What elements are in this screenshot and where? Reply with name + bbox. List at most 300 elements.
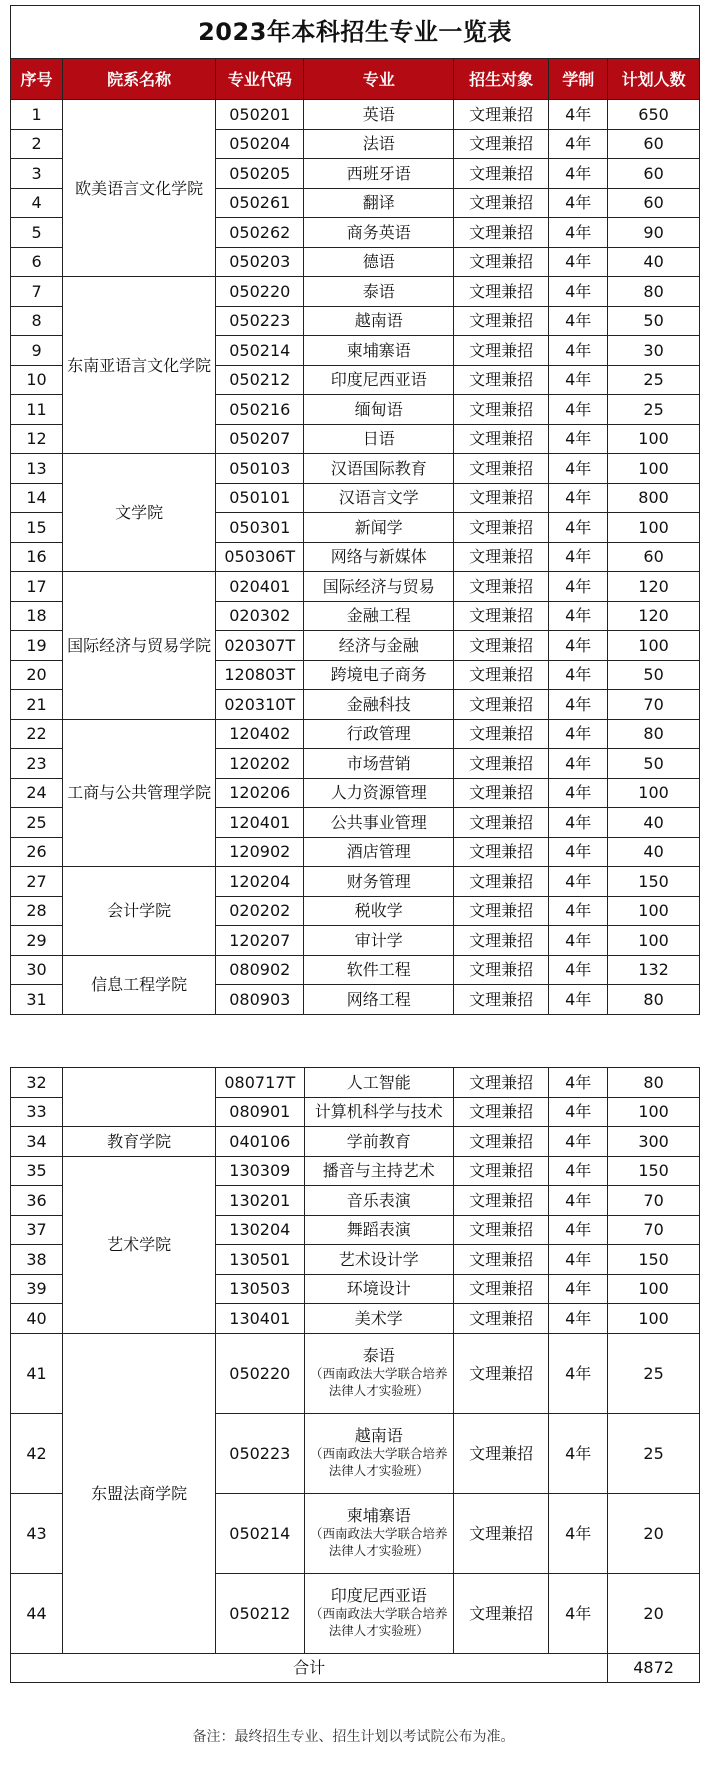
major-title: 印度尼西亚语: [330, 1586, 427, 1605]
planned-count: 90: [608, 218, 700, 248]
planned-count: 80: [608, 719, 700, 749]
major-name: 金融工程: [304, 601, 454, 631]
row-number: 14: [11, 483, 63, 513]
row-number: 24: [11, 778, 63, 808]
row-number: 13: [11, 454, 63, 484]
study-years: 4年: [549, 1097, 608, 1127]
enrollment-target: 文理兼招: [454, 1333, 549, 1413]
major-name: 网络与新媒体: [304, 542, 454, 572]
study-years: 4年: [549, 306, 608, 336]
study-years: 4年: [549, 100, 608, 130]
planned-count: 800: [608, 483, 700, 513]
header-major: 专业: [304, 59, 454, 100]
major-name: 西班牙语: [304, 159, 454, 189]
major-name: 经济与金融: [304, 631, 454, 661]
study-years: 4年: [549, 424, 608, 454]
enrollment-target: 文理兼招: [454, 1573, 549, 1653]
table-row: [11, 454, 700, 484]
department-name: 东盟法商学院: [63, 1333, 216, 1653]
major-code: 050204: [216, 129, 304, 159]
major-code: 120902: [216, 837, 304, 867]
row-number: 11: [11, 395, 63, 425]
row-number: 29: [11, 926, 63, 956]
enrollment-target: 文理兼招: [454, 985, 549, 1015]
major-name: 网络工程: [304, 985, 454, 1015]
planned-count: 120: [608, 572, 700, 602]
department-name: 文学院: [63, 454, 216, 572]
enrollment-target: 文理兼招: [454, 572, 549, 602]
major-name: 行政管理: [304, 719, 454, 749]
major-code: 050214: [216, 336, 304, 366]
total-row: [11, 1653, 700, 1682]
major-name: 国际经济与贸易: [304, 572, 454, 602]
enrollment-target: 文理兼招: [454, 1186, 549, 1216]
major-name: 法语: [304, 129, 454, 159]
major-name: 财务管理: [304, 867, 454, 897]
major-code: 020202: [216, 896, 304, 926]
major-code: 050223: [216, 1413, 304, 1493]
major-name: 越南语: [304, 306, 454, 336]
enrollment-table-part2: [10, 1067, 700, 1683]
planned-count: 60: [608, 159, 700, 189]
study-years: 4年: [549, 188, 608, 218]
major-title: 越南语: [354, 1426, 403, 1445]
study-years: 4年: [549, 1333, 608, 1413]
enrollment-target: 文理兼招: [454, 159, 549, 189]
study-years: 4年: [549, 1413, 608, 1493]
row-number: 27: [11, 867, 63, 897]
enrollment-target: 文理兼招: [454, 247, 549, 277]
planned-count: 50: [608, 660, 700, 690]
major-name: 美术学: [304, 1304, 454, 1334]
major-code: 120204: [216, 867, 304, 897]
enrollment-target: 文理兼招: [454, 1493, 549, 1573]
study-years: 4年: [549, 955, 608, 985]
row-number: 15: [11, 513, 63, 543]
table-row: [11, 1156, 700, 1186]
major-name: 环境设计: [304, 1274, 454, 1304]
study-years: 4年: [549, 454, 608, 484]
major-code: 050214: [216, 1493, 304, 1573]
study-years: 4年: [549, 1304, 608, 1334]
major-name: 播音与主持艺术: [304, 1156, 454, 1186]
enrollment-target: 文理兼招: [454, 1413, 549, 1493]
row-number: 42: [11, 1413, 63, 1493]
major-code: 080717T: [216, 1068, 304, 1098]
enrollment-target: 文理兼招: [454, 129, 549, 159]
row-number: 25: [11, 808, 63, 838]
row-number: 30: [11, 955, 63, 985]
planned-count: 120: [608, 601, 700, 631]
row-number: 6: [11, 247, 63, 277]
study-years: 4年: [549, 395, 608, 425]
planned-count: 70: [608, 1215, 700, 1245]
planned-count: 50: [608, 306, 700, 336]
study-years: 4年: [549, 601, 608, 631]
study-years: 4年: [549, 749, 608, 779]
department-name: 欧美语言文化学院: [63, 100, 216, 277]
enrollment-target: 文理兼招: [454, 395, 549, 425]
major-name: [304, 1333, 454, 1413]
major-code: 020310T: [216, 690, 304, 720]
department-name: 会计学院: [63, 867, 216, 956]
study-years: 4年: [549, 1274, 608, 1304]
row-number: 8: [11, 306, 63, 336]
study-years: 4年: [549, 778, 608, 808]
study-years: 4年: [549, 365, 608, 395]
major-code: 050262: [216, 218, 304, 248]
study-years: 4年: [549, 1156, 608, 1186]
planned-count: 60: [608, 542, 700, 572]
planned-count: 150: [608, 867, 700, 897]
planned-count: 650: [608, 100, 700, 130]
study-years: 4年: [549, 1186, 608, 1216]
study-years: 4年: [549, 277, 608, 307]
major-code: 130501: [216, 1245, 304, 1275]
row-number: 40: [11, 1304, 63, 1334]
major-name: 跨境电子商务: [304, 660, 454, 690]
enrollment-target: 文理兼招: [454, 336, 549, 366]
enrollment-target: 文理兼招: [454, 1127, 549, 1157]
major-name: 舞蹈表演: [304, 1215, 454, 1245]
planned-count: 80: [608, 1068, 700, 1098]
enrollment-target: 文理兼招: [454, 218, 549, 248]
major-code: 130309: [216, 1156, 304, 1186]
major-code: 050207: [216, 424, 304, 454]
remark-note: 备注：最终招生专业、招生计划以考试院公布为准。: [192, 1729, 515, 1745]
major-name: [304, 1573, 454, 1653]
enrollment-target: 文理兼招: [454, 1245, 549, 1275]
major-code: 050261: [216, 188, 304, 218]
enrollment-target: 文理兼招: [454, 719, 549, 749]
major-code: 050220: [216, 1333, 304, 1413]
row-number: 7: [11, 277, 63, 307]
enrollment-target: 文理兼招: [454, 454, 549, 484]
major-code: 050203: [216, 247, 304, 277]
row-number: 41: [11, 1333, 63, 1413]
study-years: 4年: [549, 867, 608, 897]
row-number: 10: [11, 365, 63, 395]
major-note: （西南政法大学联合培养法律人才实验班）: [310, 1526, 448, 1558]
enrollment-target: 文理兼招: [454, 1274, 549, 1304]
table-row: [11, 867, 700, 897]
major-name: 市场营销: [304, 749, 454, 779]
major-name: 汉语言文学: [304, 483, 454, 513]
department-name: 工商与公共管理学院: [63, 719, 216, 867]
major-name: [304, 1493, 454, 1573]
table-row: [11, 1333, 700, 1413]
study-years: 4年: [549, 218, 608, 248]
row-number: 23: [11, 749, 63, 779]
planned-count: 20: [608, 1493, 700, 1573]
header-row: [11, 59, 700, 100]
row-number: 4: [11, 188, 63, 218]
enrollment-target: 文理兼招: [454, 601, 549, 631]
enrollment-target: 文理兼招: [454, 277, 549, 307]
header-plan: 计划人数: [608, 59, 700, 100]
major-name: 酒店管理: [304, 837, 454, 867]
planned-count: 100: [608, 1097, 700, 1127]
table-row: [11, 719, 700, 749]
major-note: （西南政法大学联合培养法律人才实验班）: [310, 1446, 448, 1478]
major-code: 120402: [216, 719, 304, 749]
department-name: 信息工程学院: [63, 955, 216, 1014]
enrollment-target: 文理兼招: [454, 306, 549, 336]
enrollment-target: 文理兼招: [454, 1068, 549, 1098]
major-name: 柬埔寨语: [304, 336, 454, 366]
study-years: 4年: [549, 1245, 608, 1275]
study-years: 4年: [549, 896, 608, 926]
major-code: 050212: [216, 1573, 304, 1653]
header-no: 序号: [11, 59, 63, 100]
row-number: 43: [11, 1493, 63, 1573]
major-name: 税收学: [304, 896, 454, 926]
enrollment-table-part1: [10, 5, 700, 1015]
major-title: 柬埔寨语: [346, 1506, 411, 1525]
enrollment-target: 文理兼招: [454, 896, 549, 926]
major-name: 金融科技: [304, 690, 454, 720]
major-name: 泰语: [304, 277, 454, 307]
planned-count: 40: [608, 837, 700, 867]
row-number: 21: [11, 690, 63, 720]
planned-count: 25: [608, 1333, 700, 1413]
enrollment-target: 文理兼招: [454, 926, 549, 956]
planned-count: 40: [608, 247, 700, 277]
major-code: 020302: [216, 601, 304, 631]
major-code: 020307T: [216, 631, 304, 661]
major-name: 英语: [304, 100, 454, 130]
enrollment-target: 文理兼招: [454, 424, 549, 454]
planned-count: 25: [608, 1413, 700, 1493]
major-code: 050216: [216, 395, 304, 425]
study-years: 4年: [549, 926, 608, 956]
major-name: 人工智能: [304, 1068, 454, 1098]
enrollment-target: 文理兼招: [454, 513, 549, 543]
enrollment-target: 文理兼招: [454, 690, 549, 720]
study-years: 4年: [549, 985, 608, 1015]
row-number: 28: [11, 896, 63, 926]
major-code: 130201: [216, 1186, 304, 1216]
study-years: 4年: [549, 513, 608, 543]
planned-count: 60: [608, 188, 700, 218]
row-number: 35: [11, 1156, 63, 1186]
department-name: 教育学院: [63, 1127, 216, 1157]
major-code: 050306T: [216, 542, 304, 572]
major-code: 050212: [216, 365, 304, 395]
planned-count: 60: [608, 129, 700, 159]
enrollment-target: 文理兼招: [454, 631, 549, 661]
major-code: 130204: [216, 1215, 304, 1245]
row-number: 38: [11, 1245, 63, 1275]
major-name: 公共事业管理: [304, 808, 454, 838]
planned-count: 70: [608, 690, 700, 720]
major-name: 学前教育: [304, 1127, 454, 1157]
major-code: 080901: [216, 1097, 304, 1127]
enrollment-target: 文理兼招: [454, 660, 549, 690]
major-note: （西南政法大学联合培养法律人才实验班）: [310, 1606, 448, 1638]
enrollment-target: 文理兼招: [454, 365, 549, 395]
row-number: 3: [11, 159, 63, 189]
major-code: 050301: [216, 513, 304, 543]
table-row: [11, 955, 700, 985]
header-dept: 院系名称: [63, 59, 216, 100]
planned-count: 150: [608, 1245, 700, 1275]
major-name: 艺术设计学: [304, 1245, 454, 1275]
table-row: [11, 1127, 700, 1157]
major-name: 印度尼西亚语: [304, 365, 454, 395]
enrollment-target: 文理兼招: [454, 1156, 549, 1186]
row-number: 1: [11, 100, 63, 130]
planned-count: 40: [608, 808, 700, 838]
enrollment-target: 文理兼招: [454, 100, 549, 130]
enrollment-target: 文理兼招: [454, 837, 549, 867]
planned-count: 20: [608, 1573, 700, 1653]
row-number: 18: [11, 601, 63, 631]
major-code: 120202: [216, 749, 304, 779]
enrollment-target: 文理兼招: [454, 749, 549, 779]
major-name: 音乐表演: [304, 1186, 454, 1216]
header-code: 专业代码: [216, 59, 304, 100]
study-years: 4年: [549, 483, 608, 513]
major-note: （西南政法大学联合培养法律人才实验班）: [310, 1366, 448, 1398]
enrollment-target: 文理兼招: [454, 483, 549, 513]
major-code: 050220: [216, 277, 304, 307]
study-years: 4年: [549, 1068, 608, 1098]
row-number: 19: [11, 631, 63, 661]
planned-count: 100: [608, 1274, 700, 1304]
study-years: 4年: [549, 690, 608, 720]
table-row: [11, 100, 700, 130]
major-name: 缅甸语: [304, 395, 454, 425]
row-number: 2: [11, 129, 63, 159]
major-name: 汉语国际教育: [304, 454, 454, 484]
major-name: 德语: [304, 247, 454, 277]
major-name: 计算机科学与技术: [304, 1097, 454, 1127]
major-name: 新闻学: [304, 513, 454, 543]
planned-count: 80: [608, 277, 700, 307]
planned-count: 100: [608, 926, 700, 956]
table-row: [11, 572, 700, 602]
planned-count: 100: [608, 454, 700, 484]
major-name: 人力资源管理: [304, 778, 454, 808]
study-years: 4年: [549, 837, 608, 867]
study-years: 4年: [549, 336, 608, 366]
enrollment-target: 文理兼招: [454, 1097, 549, 1127]
study-years: 4年: [549, 1215, 608, 1245]
table-row: [11, 277, 700, 307]
major-code: 040106: [216, 1127, 304, 1157]
planned-count: 100: [608, 896, 700, 926]
planned-count: 300: [608, 1127, 700, 1157]
major-title: 泰语: [362, 1346, 395, 1365]
planned-count: 150: [608, 1156, 700, 1186]
study-years: 4年: [549, 719, 608, 749]
major-code: 130503: [216, 1274, 304, 1304]
planned-count: 80: [608, 985, 700, 1015]
row-number: 32: [11, 1068, 63, 1098]
major-code: 050201: [216, 100, 304, 130]
planned-count: 70: [608, 1186, 700, 1216]
row-number: 12: [11, 424, 63, 454]
major-code: 120207: [216, 926, 304, 956]
row-number: 20: [11, 660, 63, 690]
major-code: 080903: [216, 985, 304, 1015]
planned-count: 50: [608, 749, 700, 779]
major-code: 050205: [216, 159, 304, 189]
table-title: 2023年本科招生专业一览表: [11, 6, 700, 59]
total-label: 合计: [11, 1653, 608, 1682]
major-code: 020401: [216, 572, 304, 602]
study-years: 4年: [549, 1493, 608, 1573]
enrollment-target: 文理兼招: [454, 778, 549, 808]
row-number: 9: [11, 336, 63, 366]
row-number: 26: [11, 837, 63, 867]
row-number: 16: [11, 542, 63, 572]
planned-count: 100: [608, 513, 700, 543]
major-code: 050101: [216, 483, 304, 513]
study-years: 4年: [549, 808, 608, 838]
study-years: 4年: [549, 542, 608, 572]
row-number: 44: [11, 1573, 63, 1653]
department-name: 东南亚语言文化学院: [63, 277, 216, 454]
row-number: 34: [11, 1127, 63, 1157]
row-number: 17: [11, 572, 63, 602]
major-code: 120206: [216, 778, 304, 808]
major-name: [304, 1413, 454, 1493]
enrollment-target: 文理兼招: [454, 1304, 549, 1334]
study-years: 4年: [549, 1573, 608, 1653]
department-name: [63, 1068, 216, 1127]
planned-count: 100: [608, 778, 700, 808]
row-number: 22: [11, 719, 63, 749]
total-value: 4872: [608, 1653, 700, 1682]
major-name: 商务英语: [304, 218, 454, 248]
study-years: 4年: [549, 631, 608, 661]
major-name: 审计学: [304, 926, 454, 956]
study-years: 4年: [549, 129, 608, 159]
enrollment-target: 文理兼招: [454, 542, 549, 572]
enrollment-target: 文理兼招: [454, 1215, 549, 1245]
department-name: 艺术学院: [63, 1156, 216, 1333]
row-number: 31: [11, 985, 63, 1015]
row-number: 5: [11, 218, 63, 248]
planned-count: 100: [608, 1304, 700, 1334]
enrollment-target: 文理兼招: [454, 188, 549, 218]
enrollment-target: 文理兼招: [454, 808, 549, 838]
major-code: 080902: [216, 955, 304, 985]
study-years: 4年: [549, 660, 608, 690]
major-name: 日语: [304, 424, 454, 454]
major-code: 050103: [216, 454, 304, 484]
enrollment-target: 文理兼招: [454, 867, 549, 897]
major-code: 130401: [216, 1304, 304, 1334]
planned-count: 132: [608, 955, 700, 985]
row-number: 39: [11, 1274, 63, 1304]
major-code: 120803T: [216, 660, 304, 690]
study-years: 4年: [549, 159, 608, 189]
enrollment-target: 文理兼招: [454, 955, 549, 985]
header-years: 学制: [549, 59, 608, 100]
major-name: 软件工程: [304, 955, 454, 985]
planned-count: 100: [608, 424, 700, 454]
header-target: 招生对象: [454, 59, 549, 100]
row-number: 36: [11, 1186, 63, 1216]
row-number: 33: [11, 1097, 63, 1127]
planned-count: 30: [608, 336, 700, 366]
planned-count: 100: [608, 631, 700, 661]
study-years: 4年: [549, 247, 608, 277]
major-code: 050223: [216, 306, 304, 336]
